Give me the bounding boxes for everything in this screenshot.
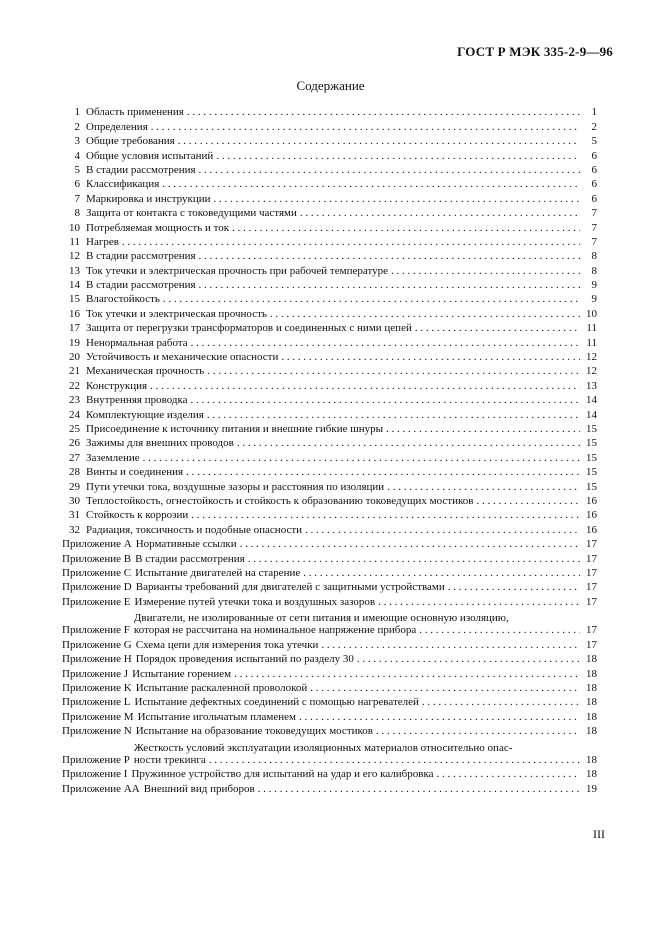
appendix-page: 18 [586, 667, 597, 680]
toc-section-row[interactable] [62, 291, 597, 305]
section-page: 15 [586, 437, 597, 450]
dot-leader [163, 293, 580, 305]
dot-leader [476, 495, 580, 507]
toc-section-row[interactable] [62, 392, 597, 406]
dot-leader [437, 768, 580, 780]
section-entry [86, 222, 583, 234]
section-title: Механическая прочность [86, 365, 205, 378]
section-entry [86, 150, 583, 162]
appendix-title: Нормативные ссылки [135, 538, 237, 551]
section-title: Радиация, токсичность и подобные опасности [86, 523, 303, 536]
dot-leader [234, 668, 580, 680]
toc-appendix-row[interactable] [62, 593, 597, 607]
section-page: 15 [586, 480, 597, 493]
appendix-title-line2-wrap [134, 754, 583, 766]
section-number: 17 [69, 322, 80, 335]
appendix-title-line1: Двигатели, не изолированные от сети питания и имеющие основную изоляцию, [133, 612, 509, 625]
section-entry [86, 351, 583, 363]
section-entry [86, 293, 583, 305]
toc-appendix-row[interactable] [62, 680, 597, 694]
appendix-page: 18 [586, 754, 597, 766]
section-number: 11 [69, 235, 80, 248]
section-number: 5 [74, 163, 80, 176]
section-number: 1 [74, 106, 80, 119]
toc-section-row[interactable] [62, 320, 597, 334]
toc-appendix-row[interactable] [62, 665, 597, 679]
section-entry [86, 178, 583, 190]
section-entry [86, 279, 583, 291]
dot-leader [303, 567, 580, 579]
toc-section-row[interactable] [62, 363, 597, 377]
appendix-title: Испытание на образование токоведущих мостиков [135, 725, 373, 738]
dot-leader [422, 696, 580, 708]
dot-leader [270, 308, 580, 320]
page-title: Содержание [296, 78, 365, 93]
section-page: 12 [586, 365, 597, 378]
dot-leader [357, 653, 580, 665]
section-entry [86, 380, 583, 392]
section-entry [86, 106, 583, 118]
section-title: Защита от контакта с токоведущими частями [86, 207, 297, 220]
toc-section-row[interactable] [62, 248, 597, 262]
appendix-title: Пружинное устройство для испытаний на удар и его калибровка [131, 768, 434, 781]
toc-section-row[interactable] [62, 435, 597, 449]
section-number: 12 [69, 250, 80, 263]
section-title: Маркировка и инструкции [86, 192, 211, 205]
dot-leader [378, 596, 580, 608]
appendix-entry [134, 742, 583, 766]
section-number: 27 [69, 451, 80, 464]
toc-section-row[interactable] [62, 349, 597, 363]
appendix-title: В стадии рассмотрения [135, 552, 245, 565]
section-title: Нагрев [86, 235, 119, 248]
section-page: 6 [591, 192, 597, 205]
document-code-header: ГОСТ Р МЭК 335-2-9—96 [457, 44, 613, 59]
section-entry [86, 409, 583, 421]
section-page: 9 [591, 293, 597, 306]
dot-leader [237, 437, 580, 449]
section-title: В стадии рассмотрения [86, 279, 196, 292]
section-number: 30 [69, 494, 80, 507]
appendix-page: 17 [586, 638, 597, 651]
toc-appendix-row[interactable] [62, 550, 597, 564]
toc-section-row[interactable] [62, 104, 597, 118]
dot-leader [232, 222, 580, 234]
section-page: 8 [591, 250, 597, 263]
appendix-page: 17 [586, 538, 597, 551]
appendix-entry [135, 567, 583, 579]
section-entry [86, 265, 583, 277]
appendix-entry [136, 639, 583, 651]
toc-section-row[interactable] [62, 334, 597, 348]
dot-leader [448, 581, 580, 593]
toc-section-row[interactable] [62, 219, 597, 233]
section-page: 7 [591, 221, 597, 234]
section-title: Заземление [86, 451, 140, 464]
section-entry [86, 481, 583, 493]
section-entry [86, 193, 583, 205]
section-number: 13 [69, 264, 80, 277]
appendix-title: Испытание двигателей на старение [135, 566, 301, 579]
appendix-label: Приложение A [62, 538, 132, 551]
appendix-label: Приложение I [62, 768, 128, 781]
appendix-title: Порядок проведения испытаний по разделу 30 [135, 653, 354, 666]
section-title: Ненормальная работа [86, 336, 188, 349]
appendix-label: Приложение AA [62, 782, 140, 795]
appendix-entry [138, 711, 583, 723]
appendix-page: 19 [586, 782, 597, 795]
dot-leader [387, 481, 580, 493]
appendix-entry [136, 653, 583, 665]
dot-leader [391, 265, 580, 277]
section-number: 10 [69, 221, 80, 234]
dot-leader [258, 783, 580, 795]
section-title: Определения [86, 120, 148, 133]
appendix-label: Приложение F [62, 624, 130, 637]
toc-appendix-row[interactable] [62, 723, 597, 737]
section-number: 28 [69, 466, 80, 479]
section-page: 15 [586, 451, 597, 464]
dot-leader [199, 279, 580, 291]
toc-section-row[interactable] [62, 262, 597, 276]
appendix-title-line2: которая не рассчитана на номинальное напряжение прибора [133, 624, 417, 637]
appendix-entry [132, 668, 583, 680]
dot-leader [305, 524, 580, 536]
appendix-page: 17 [586, 624, 597, 637]
appendix-title: Испытание дефектных соединений с помощью нагревателей [134, 696, 419, 709]
dot-leader [376, 725, 580, 737]
toc-section-row[interactable] [62, 521, 597, 535]
section-entry [86, 495, 583, 507]
appendix-title: Испытание раскаленной проволокой [135, 682, 308, 695]
section-number: 2 [74, 120, 80, 133]
appendix-label: Приложение M [62, 710, 134, 723]
appendix-page: 18 [586, 682, 597, 695]
appendix-entry [136, 725, 583, 737]
section-page: 13 [586, 379, 597, 392]
dot-leader [209, 754, 580, 766]
dot-leader [199, 250, 580, 262]
section-title: Пути утечки тока, воздушные зазоры и расстояния по изоляции [86, 480, 385, 493]
toc-section-row[interactable] [62, 147, 597, 161]
section-page: 14 [586, 394, 597, 407]
appendix-label: Приложение E [62, 595, 131, 608]
appendix-entry [134, 612, 583, 636]
section-entry [86, 308, 583, 320]
dot-leader [178, 135, 580, 147]
section-page: 1 [591, 106, 597, 119]
section-page: 6 [591, 163, 597, 176]
dot-leader [151, 121, 580, 133]
toc-section-row[interactable] [62, 493, 597, 507]
appendix-entry [135, 696, 583, 708]
dot-leader [240, 538, 580, 550]
appendix-page: 18 [586, 653, 597, 666]
dot-leader [143, 452, 580, 464]
section-entry [86, 337, 583, 349]
section-number: 31 [69, 509, 80, 522]
section-title: Присоединение к источнику питания и внешние гибкие шнуры [86, 422, 383, 435]
section-title: Классификация [86, 178, 160, 191]
section-number: 14 [69, 279, 80, 292]
section-title: Комплектующие изделия [86, 408, 204, 421]
appendix-page: 17 [586, 581, 597, 594]
section-title: Защита от перегрузки трансформаторов и соединенных с ними цепей [86, 322, 412, 335]
section-number: 26 [69, 437, 80, 450]
toc-section-row[interactable] [62, 234, 597, 248]
appendix-page: 17 [586, 595, 597, 608]
section-entry [86, 250, 583, 262]
toc-appendix-row[interactable] [62, 608, 597, 637]
appendix-label: Приложение L [62, 696, 131, 709]
toc-appendix-row[interactable] [62, 536, 597, 550]
dot-leader [248, 553, 580, 565]
section-title: Стойкость к коррозии [86, 509, 189, 522]
dot-leader [122, 236, 580, 248]
section-number: 16 [69, 307, 80, 320]
section-title: Зажимы для внешних проводов [86, 437, 234, 450]
appendix-title-line2: ности трекинга [133, 754, 206, 766]
section-number: 21 [69, 365, 80, 378]
section-page: 11 [586, 322, 597, 335]
section-title: Общие условия испытаний [86, 149, 214, 162]
dot-leader [214, 193, 581, 205]
dot-leader [191, 509, 580, 521]
section-number: 15 [69, 293, 80, 306]
toc-section-row[interactable] [62, 305, 597, 319]
appendix-label: Приложение B [62, 552, 132, 565]
section-page: 14 [586, 408, 597, 421]
section-entry [86, 437, 583, 449]
section-number: 7 [74, 192, 80, 205]
toc-section-row[interactable] [62, 449, 597, 463]
section-title: В стадии рассмотрения [86, 163, 196, 176]
page-number: III [593, 827, 605, 841]
appendix-title: Испытание горением [132, 667, 232, 680]
section-number: 19 [69, 336, 80, 349]
section-page: 7 [591, 207, 597, 220]
appendix-title: Испытание игольчатым пламенем [137, 710, 296, 723]
section-page: 11 [586, 336, 597, 349]
section-entry [86, 207, 583, 219]
section-entry [86, 164, 583, 176]
section-title: Устойчивость и механические опасности [86, 351, 279, 364]
toc-section-row[interactable] [62, 205, 597, 219]
section-number: 32 [69, 523, 80, 536]
appendix-entry [135, 596, 583, 608]
dot-leader [207, 409, 580, 421]
dot-leader [419, 624, 580, 636]
appendix-page: 18 [586, 696, 597, 709]
section-number: 22 [69, 379, 80, 392]
dot-leader [299, 711, 580, 723]
dot-leader [386, 423, 580, 435]
section-entry [86, 322, 583, 334]
appendix-label: Приложение P [62, 754, 130, 766]
appendix-label: Приложение N [62, 725, 132, 738]
toc-section-row[interactable] [62, 190, 597, 204]
dot-leader [207, 365, 580, 377]
section-number: 3 [74, 135, 80, 148]
dot-leader [162, 178, 580, 190]
toc-section-row[interactable] [62, 277, 597, 291]
section-page: 16 [586, 523, 597, 536]
appendix-page: 17 [586, 566, 597, 579]
toc-section-row[interactable] [62, 464, 597, 478]
section-title: Конструкция [86, 379, 148, 392]
appendix-page: 18 [586, 768, 597, 781]
section-entry [86, 423, 583, 435]
dot-leader [191, 337, 580, 349]
section-number: 23 [69, 394, 80, 407]
section-entry [86, 135, 583, 147]
toc-appendix-row[interactable] [62, 565, 597, 579]
dot-leader [187, 106, 580, 118]
section-entry [86, 394, 583, 406]
toc-appendix-row[interactable] [62, 694, 597, 708]
toc-section-row[interactable] [62, 118, 597, 132]
appendix-title-line2-wrap [134, 624, 583, 636]
dot-leader [300, 207, 580, 219]
section-page: 16 [586, 509, 597, 522]
appendix-title: Внешний вид приборов [143, 782, 255, 795]
section-title: Ток утечки и электрическая прочность при рабочей температуре [86, 264, 388, 277]
toc-appendix-row[interactable] [62, 766, 597, 780]
toc-section-row[interactable] [62, 162, 597, 176]
appendix-title-line1: Жесткость условий эксплуатации изоляционных материалов относительно опас- [133, 742, 513, 754]
toc-appendix-row[interactable] [62, 708, 597, 722]
section-number: 8 [74, 207, 80, 220]
section-page: 6 [591, 149, 597, 162]
toc-appendix-row[interactable] [62, 579, 597, 593]
appendix-label: Приложение D [62, 581, 132, 594]
toc-section-row[interactable] [62, 133, 597, 147]
toc-section-row[interactable] [62, 406, 597, 420]
section-page: 16 [586, 494, 597, 507]
section-entry [86, 236, 583, 248]
toc-section-row[interactable] [62, 478, 597, 492]
appendix-entry [135, 553, 583, 565]
section-title: Область применения [86, 106, 184, 119]
section-page: 10 [586, 307, 597, 320]
section-title: Влагостойкость [86, 293, 160, 306]
appendix-title: Варианты требований для двигателей с защитными устройствами [135, 581, 445, 594]
dot-leader [310, 682, 580, 694]
toc-section-row[interactable] [62, 507, 597, 521]
dot-leader [415, 322, 580, 334]
dot-leader [186, 466, 580, 478]
appendix-label: Приложение J [62, 667, 129, 680]
section-entry [86, 524, 583, 536]
section-number: 6 [74, 178, 80, 191]
section-title: Ток утечки и электрическая прочность [86, 307, 267, 320]
dot-leader [216, 150, 580, 162]
section-title: Винты и соединения [86, 466, 184, 479]
toc-appendix-row[interactable] [62, 651, 597, 665]
section-title: Теплостойкость, огнестойкость и стойкость к образованию токоведущих мостиков [86, 494, 474, 507]
appendix-entry [144, 783, 583, 795]
section-page: 8 [591, 264, 597, 277]
section-entry [86, 121, 583, 133]
appendix-page: 17 [586, 552, 597, 565]
section-entry [86, 452, 583, 464]
appendix-page: 18 [586, 725, 597, 738]
section-entry [86, 509, 583, 521]
appendix-label: Приложение H [62, 653, 132, 666]
section-page: 12 [586, 351, 597, 364]
appendix-entry [131, 768, 583, 780]
dot-leader [281, 351, 580, 363]
toc-section-row[interactable] [62, 377, 597, 391]
toc-appendix-row[interactable] [62, 737, 597, 766]
appendix-entry [136, 538, 583, 550]
appendix-label: Приложение G [62, 638, 132, 651]
section-entry [86, 466, 583, 478]
section-entry [86, 365, 583, 377]
dot-leader [199, 164, 580, 176]
appendix-page: 18 [586, 710, 597, 723]
section-page: 15 [586, 466, 597, 479]
appendix-entry [136, 581, 583, 593]
section-number: 29 [69, 480, 80, 493]
section-number: 25 [69, 422, 80, 435]
section-title: Внутренняя проводка [86, 394, 188, 407]
section-page: 15 [586, 422, 597, 435]
section-page: 5 [591, 135, 597, 148]
toc-section-row[interactable] [62, 421, 597, 435]
section-page: 9 [591, 279, 597, 292]
appendix-label: Приложение K [62, 682, 132, 695]
appendix-entry [136, 682, 583, 694]
appendix-title: Измерение путей утечки тока и воздушных зазоров [134, 595, 376, 608]
section-number: 4 [74, 149, 80, 162]
appendix-title: Схема цепи для измерения тока утечки [135, 638, 319, 651]
section-page: 6 [591, 178, 597, 191]
section-title: В стадии рассмотрения [86, 250, 196, 263]
table-of-contents [62, 104, 597, 795]
appendix-label: Приложение C [62, 566, 132, 579]
section-title: Общие требования [86, 135, 175, 148]
dot-leader [150, 380, 580, 392]
section-number: 24 [69, 408, 80, 421]
toc-section-row[interactable] [62, 176, 597, 190]
section-number: 20 [69, 351, 80, 364]
section-page: 7 [591, 235, 597, 248]
section-title: Потребляемая мощность и ток [86, 221, 230, 234]
section-page: 2 [591, 120, 597, 133]
toc-appendix-row[interactable] [62, 780, 597, 794]
toc-appendix-row[interactable] [62, 636, 597, 650]
dot-leader [321, 639, 580, 651]
dot-leader [191, 394, 580, 406]
